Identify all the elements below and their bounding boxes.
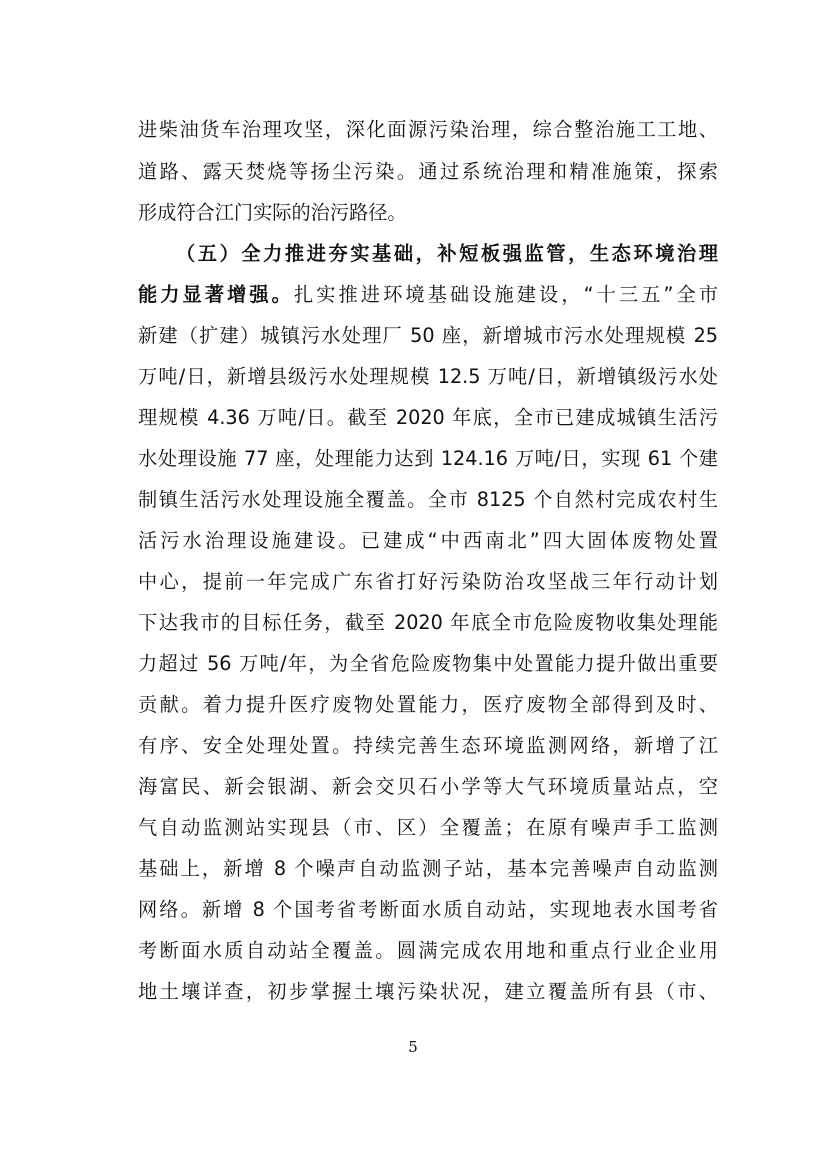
page-number: 5 (408, 1038, 418, 1056)
paragraph-line: 下达我市的目标任务，截至 2020 年底全市危险废物收集处理能 (138, 611, 718, 634)
paragraph-line: 地土壤详查，初步掌握土壤污染状况，建立覆盖所有县（市、 (138, 980, 718, 1003)
paragraph-line: 活污水治理设施建设。已建成“中西南北”四大固体废物处置 (138, 529, 718, 552)
paragraph-line: 新建（扩建）城镇污水处理厂 50 座，新增城市污水处理规模 25 (138, 324, 718, 347)
section-heading-line: （五）全力推进夯实基础，补短板强监管，生态环境治理 (176, 242, 718, 265)
paragraph-text: 扎实推进环境基础设施建设，“十三五”全市 (293, 283, 718, 306)
paragraph-line: 中心，提前一年完成广东省打好污染防治攻坚战三年行动计划 (138, 570, 718, 593)
paragraph-line: 道路、露天焚烧等扬尘污染。通过系统治理和精准施策，探索 (138, 160, 718, 183)
section-heading-tail: 能力显著增强。 (138, 283, 294, 306)
paragraph-line: 理规模 4.36 万吨/日。截至 2020 年底，全市已建成城镇生活污 (138, 406, 718, 429)
paragraph-line: 考断面水质自动站全覆盖。圆满完成农用地和重点行业企业用 (138, 939, 718, 962)
paragraph-line: 进柴油货车治理攻坚，深化面源污染治理，综合整治施工工地、 (138, 118, 718, 141)
paragraph-line: 形成符合江门实际的治污路径。 (138, 201, 407, 224)
paragraph-line (138, 275, 718, 315)
paragraph-line: 网络。新增 8 个国考省考断面水质自动站，实现地表水国考省 (138, 898, 718, 921)
paragraph-line: 制镇生活污水处理设施全覆盖。全市 8125 个自然村完成农村生 (138, 488, 718, 511)
paragraph-line: 贡献。着力提升医疗废物处置能力，医疗废物全部得到及时、 (138, 693, 718, 716)
paragraph-line: 水处理设施 77 座，处理能力达到 124.16 万吨/日，实现 61 个建 (138, 447, 718, 470)
paragraph-line: 有序、安全处理处置。持续完善生态环境监测网络，新增了江 (138, 734, 718, 757)
paragraph-line: 力超过 56 万吨/年，为全省危险废物集中处置能力提升做出重要 (138, 652, 718, 675)
paragraph-line: 基础上，新增 8 个噪声自动监测子站，基本完善噪声自动监测 (138, 857, 718, 880)
paragraph-line: 海富民、新会银湖、新会交贝石小学等大气环境质量站点，空 (138, 775, 718, 798)
paragraph-line: 万吨/日，新增县级污水处理规模 12.5 万吨/日，新增镇级污水处 (138, 365, 718, 388)
paragraph-line: 气自动监测站实现县（市、区）全覆盖；在原有噪声手工监测 (138, 816, 718, 839)
